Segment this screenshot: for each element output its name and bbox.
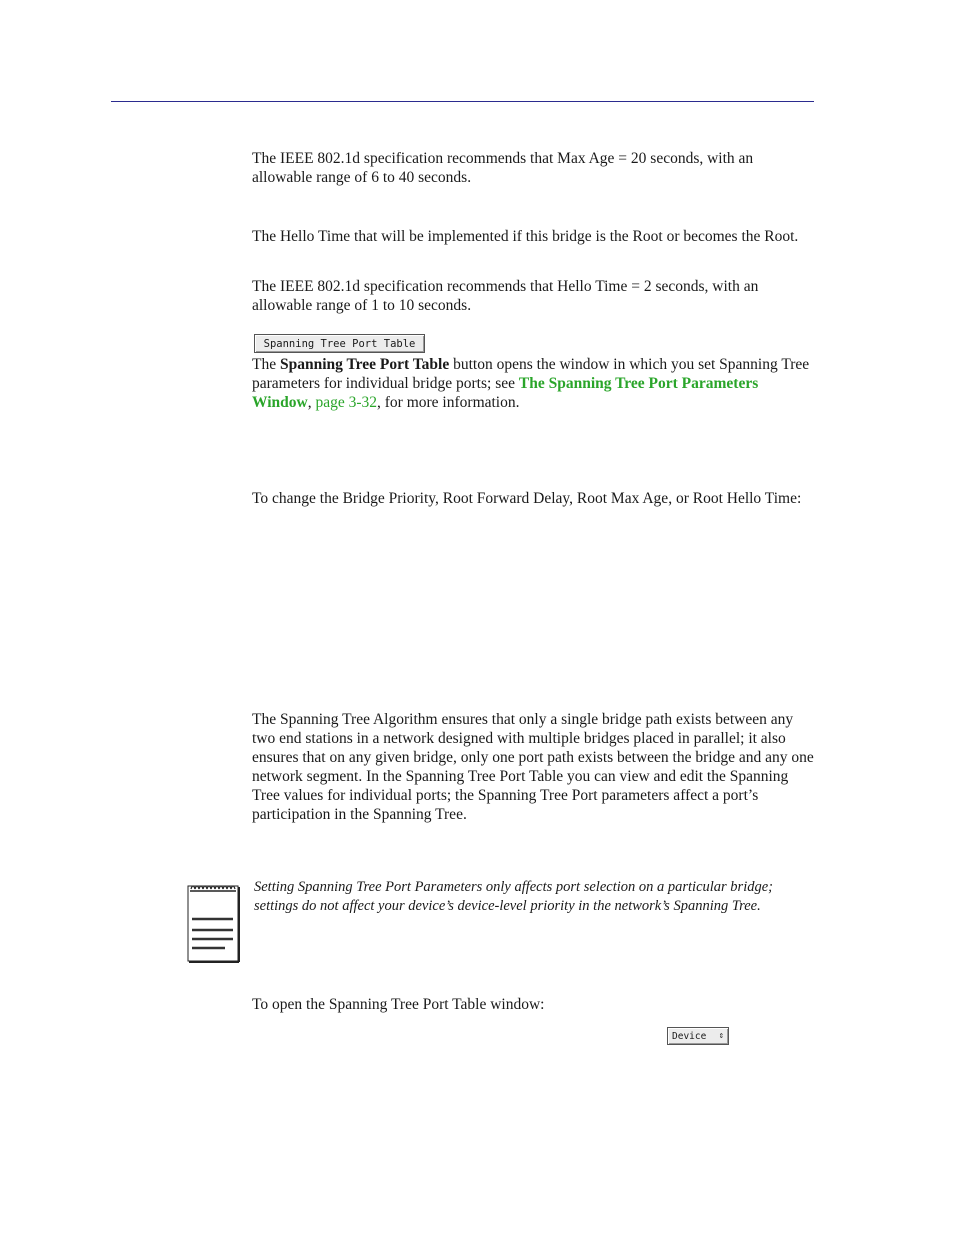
header-rule — [111, 101, 814, 102]
port-table-button-description — [252, 355, 814, 412]
device-menu-label: Device — [672, 1030, 707, 1042]
change-instructions-intro: To change the Bridge Priority, Root Forward Delay, Root Max Age, or Root Hello Time: — [252, 490, 802, 507]
text-suffix: , for more information. — [377, 394, 520, 411]
spanning-tree-port-table-button[interactable]: Spanning Tree Port Table — [254, 334, 425, 353]
open-window-intro: To open the Spanning Tree Port Table window: — [252, 996, 545, 1013]
text-comma: , — [307, 394, 316, 411]
port-parameters-window-link[interactable]: The Spanning Tree Port Parameters Window — [252, 375, 759, 411]
page-reference-link[interactable]: page 3-32 — [315, 394, 378, 411]
note-text: Setting Spanning Tree Port Parameters only affects port selection on a particular bridge; settings do not affect your device’s device-level priority in the network’s Spanning Tree. — [254, 879, 773, 914]
device-menu-button[interactable] — [667, 1027, 729, 1045]
text-prefix: The — [252, 356, 280, 373]
max-age-recommendation: The IEEE 802.1d specification recommends that Max Age = 20 seconds, with an allowable range of 6 to 40 seconds. — [252, 150, 754, 186]
text-middle: button opens the window in which you set Spanning Tree parameters for individual bridge ports; see — [252, 356, 810, 392]
algorithm-paragraph: The Spanning Tree Algorithm ensures that only a single bridge path exists between any two end stations in a network designed with multiple bridges placed in parallel; it also ensures that on any given bridge, only one port path exists between the bridge and any one network segment. In the Spanning Tree Port Table you can view and edit the Spanning Tree values for individual ports; the Spanning Tree Port parameters affect a port’s participation in the Spanning Tree. — [252, 711, 814, 823]
hello-time-recommendation: The IEEE 802.1d specification recommends that Hello Time = 2 seconds, with an allowable range of 1 to 10 seconds. — [252, 278, 759, 314]
button-name-bold: Spanning Tree Port Table — [279, 356, 450, 373]
updown-arrow-icon: ⇕ — [718, 1031, 724, 1041]
hello-time-description: The Hello Time that will be implemented if this bridge is the Root or becomes the Root. — [252, 228, 799, 245]
note-icon — [187, 881, 241, 963]
